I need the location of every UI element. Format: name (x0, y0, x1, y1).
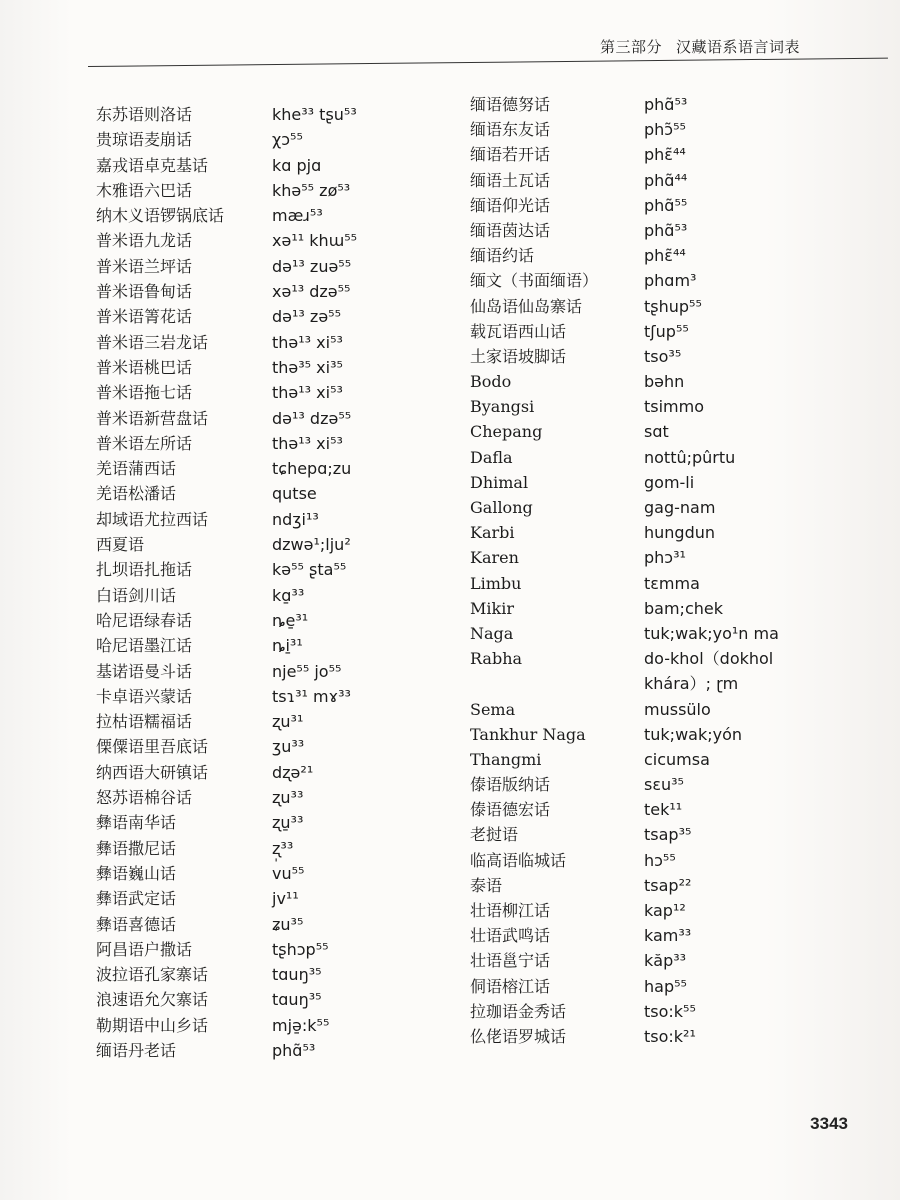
dialect-name: 傣语版纳话 (470, 775, 551, 795)
word-form: tʂhɔp⁵⁵ (272, 939, 329, 959)
word-form: ʐu̱³³ (272, 813, 304, 833)
word-form: sɑt (644, 422, 669, 442)
dialect-name: 傣语德宏话 (470, 800, 551, 820)
dialect-name: Chepang (470, 422, 543, 442)
dialect-name: 哈尼语墨江话 (96, 636, 193, 656)
dialect-name: 羌语松潘话 (96, 484, 177, 504)
dialect-name: 普米语鲁甸话 (96, 282, 193, 302)
word-form: ʒu³³ (272, 737, 305, 757)
dialect-name: 普米语左所话 (96, 433, 193, 453)
dialect-name: 缅语仰光话 (470, 195, 551, 215)
dialect-name: 羌语蒲西话 (96, 459, 177, 479)
word-form: bəhn (644, 372, 685, 392)
dialect-name: 普米语兰坪话 (96, 256, 193, 276)
word-form: tsimmo (644, 397, 705, 417)
dialect-name: 仙岛语仙岛寨话 (470, 296, 583, 316)
dialect-name: 西夏语 (96, 535, 145, 555)
dialect-name: 缅语茵达话 (470, 220, 551, 240)
dialect-name: 傈僳语里吾底话 (96, 737, 209, 757)
word-form: də¹³ dzə⁵⁵ (272, 408, 352, 428)
dialect-name: 缅语若开话 (470, 145, 551, 165)
word-form: kăp³³ (644, 951, 687, 971)
dialect-name: Limbu (470, 573, 522, 593)
dialect-name: 嘉戎语卓克基话 (96, 155, 209, 175)
dialect-name: Naga (470, 623, 514, 643)
dialect-name: 彝语撒尼话 (96, 838, 177, 858)
dialect-name: 缅语约话 (470, 246, 535, 266)
dialect-name: 彝语武定话 (96, 889, 177, 909)
word-form: cicumsa (644, 749, 710, 769)
word-form: khe³³ tʂu⁵³ (272, 105, 357, 124)
dialect-name: Bodo (470, 372, 512, 392)
dialect-name: Gallong (470, 498, 533, 517)
word-form: tek¹¹ (644, 800, 683, 820)
word-form: tsap²² (644, 875, 692, 895)
word-form: tsɿ³¹ mɤ³³ (272, 686, 351, 706)
word-form: tɕhepɑ;zu (272, 459, 352, 479)
dialect-name: 彝语喜德话 (96, 914, 177, 934)
word-form: kap¹² (644, 901, 686, 920)
dialect-name: 彝语巍山话 (96, 863, 177, 883)
word-form: kam³³ (644, 926, 692, 946)
dialect-name: 普米语新营盘话 (96, 408, 209, 428)
dialect-name: 临高语临城话 (470, 850, 567, 870)
dialect-name: 东苏语则洛话 (96, 105, 193, 124)
dialect-name: 普米语拖七话 (96, 383, 193, 403)
word-form: phɑ̃⁵³ (644, 95, 688, 114)
word-form: χɔ⁵⁵ (272, 130, 303, 150)
dialect-name: 哈尼语绿春话 (96, 610, 193, 630)
dialect-name: 老挝语 (470, 825, 519, 845)
word-form: phɑ̃⁵³ (272, 1040, 316, 1060)
word-form: phɑm³ (644, 271, 697, 291)
dialect-name: 纳木义语锣锅底话 (96, 206, 225, 226)
word-form: tuk;wak;yo¹n ma (644, 623, 779, 643)
word-form: dʐə²¹ (272, 762, 314, 782)
word-form: vu⁵⁵ (272, 863, 305, 883)
header-part: 第三部分 (600, 38, 663, 56)
word-form: gom-li (644, 472, 695, 492)
dialect-name: 却域语尤拉西话 (96, 509, 209, 529)
header-title: 汉藏语系语言词表 (676, 38, 801, 56)
word-form: tso:k²¹ (644, 1026, 696, 1046)
word-form: ndʒi¹³ (272, 509, 319, 529)
word-form: də¹³ zə⁵⁵ (272, 307, 341, 327)
dialect-name: 壮语邕宁话 (470, 951, 551, 971)
dialect-name: 普米语箐花话 (96, 307, 193, 327)
dialect-name: 普米语九龙话 (96, 231, 193, 251)
dialect-name: 土家语坡脚话 (470, 346, 567, 366)
word-form: khə⁵⁵ zø⁵³ (272, 180, 351, 200)
dialect-name: 拉枯语糯福话 (96, 712, 193, 732)
header-rule (88, 58, 888, 67)
page-number: 3343 (810, 1114, 848, 1133)
word-form: sɛu³⁵ (644, 775, 684, 795)
word-form: mæɹ⁵³ (272, 206, 323, 226)
dialect-name: 浪速语允欠寨话 (96, 990, 209, 1010)
dialect-name: 壮语武鸣话 (470, 926, 551, 946)
word-form: kɑ pjɑ (272, 155, 322, 175)
word-form: do-khol（dokhol (644, 649, 774, 669)
dialect-name: 白语剑川话 (96, 585, 177, 605)
dialect-name: 阿昌语户撒话 (96, 939, 193, 959)
word-form: phɑ̃⁴⁴ (644, 170, 688, 190)
dialect-name: 波拉语孔家寨话 (96, 965, 209, 985)
dialect-name: 勒期语中山乡话 (96, 1015, 209, 1035)
word-form: jv¹¹ (272, 889, 299, 909)
word-form: phɛ̃⁴⁴ (644, 246, 686, 266)
word-form: gag-nam (644, 498, 716, 517)
word-form: də¹³ zuə⁵⁵ (272, 256, 352, 276)
word-form: phɔ³¹ (644, 548, 686, 568)
word-form: xə¹³ dzə⁵⁵ (272, 282, 351, 302)
word-form: tɑuŋ³⁵ (272, 990, 322, 1010)
word-form: tso:k⁵⁵ (644, 1001, 696, 1021)
dialect-name: 扎坝语扎拖话 (96, 560, 193, 580)
word-form: tʂhup⁵⁵ (644, 296, 702, 316)
dialect-name: 拉珈语金秀话 (470, 1001, 567, 1021)
dialect-name: Mikir (470, 598, 514, 618)
dialect-name: Sema (470, 699, 516, 719)
dialect-name: Tankhur Naga (470, 724, 586, 744)
word-form: mussülo (644, 699, 711, 719)
dialect-name: 木雅语六巴话 (96, 180, 193, 200)
word-form: tʃup⁵⁵ (644, 321, 689, 341)
word-form: kə⁵⁵ ʂta⁵⁵ (272, 560, 347, 580)
word-form: mjə̱:k⁵⁵ (272, 1015, 330, 1035)
word-form: xə¹¹ khɯ⁵⁵ (272, 231, 358, 251)
dialect-name: 贵琼语麦崩话 (96, 130, 193, 150)
word-form: thə¹³ xi⁵³ (272, 433, 343, 453)
word-form: hɔ⁵⁵ (644, 850, 676, 870)
word-form: ȵi̱³¹ (272, 636, 303, 656)
word-form: hungdun (644, 523, 716, 543)
dialect-name: Dhimal (470, 472, 529, 492)
dialect-name: 缅语东友话 (470, 120, 551, 140)
dialect-name: Karen (470, 548, 519, 568)
dialect-name: 彝语南华话 (96, 813, 177, 833)
word-form: bam;chek (644, 598, 723, 618)
dialect-name: 缅语德努话 (470, 95, 551, 114)
word-form: phɛ̃⁴⁴ (644, 145, 686, 165)
dialect-name: 怒苏语棉谷话 (96, 788, 193, 808)
word-form: tɑuŋ³⁵ (272, 965, 322, 985)
word-form: qutse (272, 484, 317, 504)
word-form: dzwə¹;lju² (272, 535, 351, 555)
dialect-name: 普米语桃巴话 (96, 357, 193, 377)
word-form: hap⁵⁵ (644, 976, 687, 996)
word-form: kɑ̱³³ (272, 585, 305, 605)
dialect-name: 仫佬语罗城话 (470, 1026, 567, 1046)
word-form: ʑu³⁵ (272, 914, 304, 934)
dialect-name: 缅语丹老话 (96, 1040, 177, 1060)
word-form: thə³⁵ xi³⁵ (272, 357, 343, 377)
word-form: nje⁵⁵ jo⁵⁵ (272, 661, 342, 681)
dialect-name: 缅语土瓦话 (470, 170, 551, 190)
word-form: thə¹³ xi⁵³ (272, 383, 343, 403)
word-form: ʐ̩³³ (272, 838, 294, 858)
word-form: nottû;pûrtu (644, 447, 736, 467)
dialect-name: 基诺语曼斗话 (96, 661, 193, 681)
word-form: phɔ̃⁵⁵ (644, 120, 686, 140)
word-form: tɛmma (644, 573, 700, 593)
word-form: ȵe̱³¹ (272, 610, 309, 630)
dialect-name: Dafla (470, 447, 513, 467)
word-form: tuk;wak;yón (644, 724, 743, 744)
word-form: ʐu³³ (272, 788, 304, 808)
dialect-name: 缅文（书面缅语） (470, 271, 599, 291)
dialect-name: Rabha (470, 649, 523, 669)
dialect-name: Karbi (470, 523, 515, 543)
dialect-name: 侗语榕江话 (470, 976, 551, 996)
dialect-name: 壮语柳江话 (470, 901, 551, 920)
dialect-name: 载瓦语西山话 (470, 321, 567, 341)
dialect-name: 纳西语大研镇话 (96, 762, 209, 782)
word-form: phɑ̃⁵³ (644, 220, 688, 240)
dialect-name: 卡卓语兴蒙话 (96, 686, 193, 706)
dialect-name: 泰语 (470, 875, 503, 895)
word-form: tsap³⁵ (644, 825, 692, 845)
running-header (600, 36, 840, 57)
word-form: ʐu³¹ (272, 712, 304, 732)
word-form: tso³⁵ (644, 346, 682, 366)
dialect-name: Thangmi (470, 749, 542, 769)
dialect-name: Byangsi (470, 397, 535, 417)
word-form: phɑ̃⁵⁵ (644, 195, 688, 215)
word-form: thə¹³ xi⁵³ (272, 332, 343, 352)
word-form: khára）; ɽm (644, 674, 739, 694)
dialect-name: 普米语三岩龙话 (96, 332, 209, 352)
